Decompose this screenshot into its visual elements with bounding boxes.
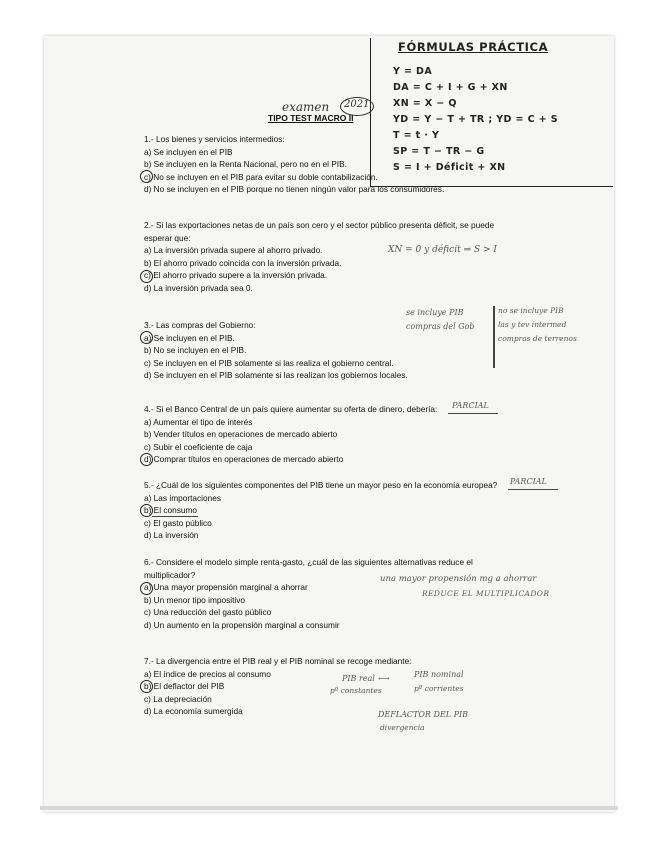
option-b: b) Un menor tipo impositivo	[144, 594, 245, 605]
question-text: 3.- Las compras del Gobierno:	[144, 320, 256, 330]
formula-line: S = I + Déficit + XN	[393, 162, 506, 173]
exam-year: 2021	[344, 99, 370, 110]
option-c: c) Una reducción del gasto público	[144, 607, 272, 618]
q7-note-divergence: divergencia	[380, 723, 425, 732]
q5-partial-tag: PARCIAL	[510, 477, 547, 486]
question-text: 2.- Si las exportaciones netas de un país son cero y el sector público presenta déficit, se puede	[144, 220, 495, 230]
question-4	[144, 403, 437, 466]
q7-note-constant: pº constantes	[330, 686, 382, 695]
question-text: 6.- Considere el modelo simple renta-gasto, ¿cuál de las siguientes alternativas reduce el	[144, 557, 473, 567]
option-a: a) Se incluyen en el PIB.	[144, 332, 235, 343]
answer-circle	[140, 270, 153, 283]
option-a: a) Aumentar el tipo de interés	[144, 416, 253, 427]
q7-note-nominal: PIB nominal	[414, 670, 464, 679]
formula-box-title: FÓRMULAS PRÁCTICA	[398, 40, 549, 54]
option-a: a) Una mayor propensión marginal a ahorrar	[144, 582, 308, 593]
answer-circle	[140, 331, 153, 344]
q7-note-current: pº corrientes	[414, 684, 464, 693]
option-d: d) La economía sumergida	[144, 706, 243, 717]
q3-note-right-3: compras de terrenos	[498, 334, 577, 343]
option-a: a) Se incluyen en el PIB	[144, 146, 233, 157]
q4-tag-underline	[448, 413, 498, 414]
question-text-cont: esperar que:	[144, 232, 191, 243]
option-a: a) La inversión privada supere al ahorro privado.	[144, 245, 323, 256]
option-b: b) El deflactor del PIB	[144, 681, 225, 692]
q6-note-1: una mayor propensión mg a ahorrar	[380, 574, 537, 584]
q5-answer-underline	[152, 516, 198, 517]
option-c: c) La depreciación	[144, 693, 212, 704]
q3-note-right-1: no se incluye PIB	[498, 306, 564, 315]
question-text: 4.- Si el Banco Central de un país quiere aumentar su oferta de dinero, debería:	[144, 404, 438, 414]
question-text: 7.- La divergencia entre el PIB real y el PIB nominal se recoge mediante:	[144, 656, 412, 666]
option-b: b) Se incluyen en la Renta Nacional, pero no en el PIB.	[144, 159, 347, 170]
q4-partial-tag: PARCIAL	[452, 401, 489, 410]
option-c: c) El ahorro privado supere a la inversión privada.	[144, 270, 328, 281]
option-d: d) La inversión privada sea 0.	[144, 282, 253, 293]
question-2	[144, 219, 494, 295]
formula-line: XN = X − Q	[393, 98, 457, 109]
page-title: TIPO TEST MACRO II	[268, 113, 354, 123]
page-edge	[40, 806, 618, 810]
option-b: b) Vender títulos en operaciones de mercado abierto	[144, 429, 338, 440]
option-a: a) El índice de precios al consumo	[144, 668, 271, 679]
option-b: b) No se incluyen en el PIB.	[144, 345, 247, 356]
question-text: 5.- ¿Cuál de los siguientes componentes del PIB tiene un mayor peso en la economía europea?	[144, 480, 498, 490]
question-text: 1.- Los bienes y servicios intermedios:	[144, 134, 285, 144]
q3-note-left-1: se incluye PIB	[406, 308, 464, 317]
question-1	[144, 133, 444, 196]
formula-line: T = t · Y	[393, 130, 440, 141]
exam-handwritten-label: examen	[282, 100, 330, 114]
q5-tag-underline	[508, 489, 558, 490]
option-b: b) El consumo	[144, 505, 198, 516]
q2-handwritten-note: XN = 0 y déficit ⇒ S > I	[388, 245, 497, 255]
formula-line: DA = C + I + G + XN	[393, 82, 508, 93]
option-c: c) No se incluyen en el PIB para evitar su doble contabilización.	[144, 171, 378, 182]
option-d: d) No se incluyen en el PIB porque no tienen ningún valor para los consumidores.	[144, 184, 445, 195]
option-d: d) La inversión	[144, 530, 199, 541]
answer-circle	[140, 453, 153, 466]
option-b: b) El ahorro privado coincida con la inversión privada.	[144, 257, 342, 268]
option-c: c) El gasto público	[144, 517, 212, 528]
q3-note-left-2: compras del Gob	[406, 322, 475, 331]
q6-note-2: REDUCE EL MULTIPLICADOR	[422, 589, 550, 598]
formula-line: Y = DA	[393, 66, 433, 77]
q7-note-real: PIB real	[342, 674, 375, 683]
option-c: c) Se incluyen en el PIB solamente si las realiza el gobierno central.	[144, 357, 394, 368]
formula-line: YD = Y − T + TR ; YD = C + S	[393, 114, 558, 125]
option-d: d) Un aumento en la propensión marginal a consumir	[144, 619, 340, 630]
answer-circle	[140, 680, 153, 693]
option-d: d) Comprar títulos en operaciones de mercado abierto	[144, 454, 344, 465]
q3-divider	[493, 306, 495, 368]
answer-circle	[140, 582, 153, 595]
question-text-cont: multiplicador?	[144, 569, 196, 580]
question-5	[144, 479, 497, 542]
q3-note-right-2: las y tev intermed	[498, 320, 567, 329]
formula-line: SP = T − TR − G	[393, 146, 485, 157]
answer-circle	[140, 170, 153, 183]
q7-arrow: ⟷	[378, 674, 390, 683]
option-d: d) Se incluyen en el PIB solamente si las realizan los gobiernos locales.	[144, 370, 408, 381]
question-3	[144, 319, 408, 382]
q7-note-deflator: DEFLACTOR DEL PIB	[378, 710, 469, 719]
option-a: a) Las importaciones	[144, 492, 222, 503]
option-c: c) Subir el coeficiente de caja	[144, 441, 253, 452]
